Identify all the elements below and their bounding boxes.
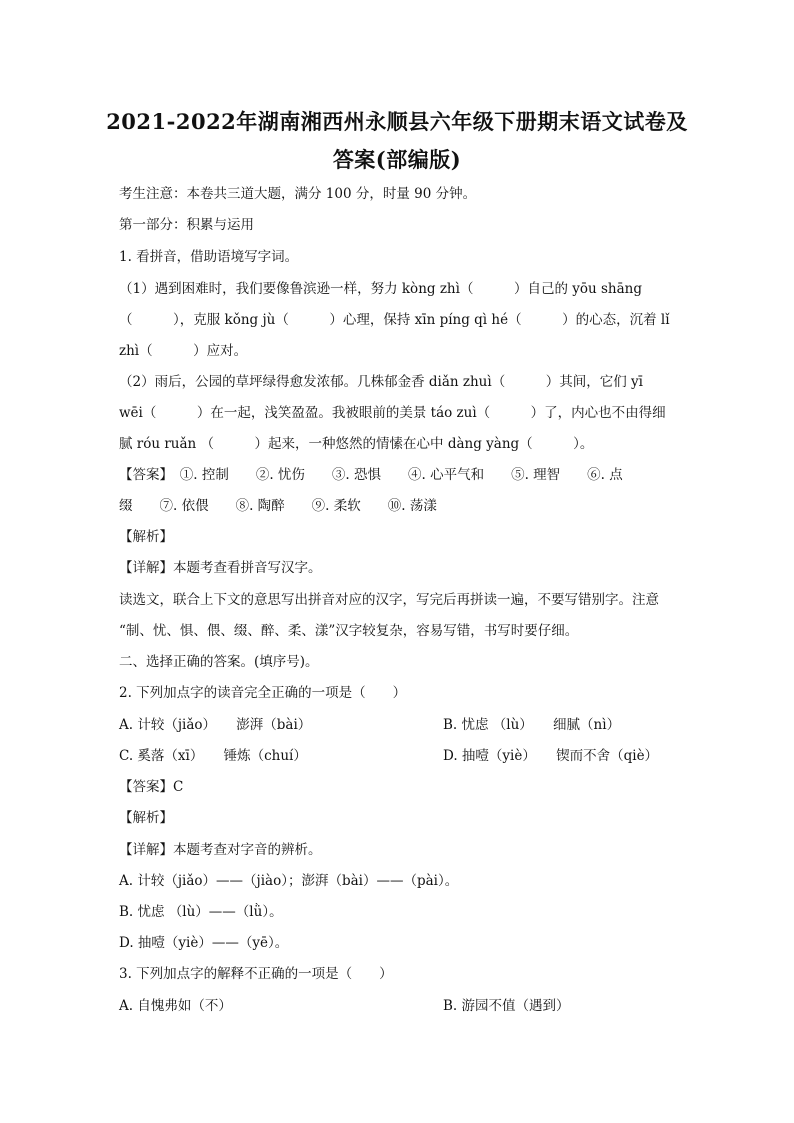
question-2: 2. 下列加点字的读音完全正确的一项是（ ） <box>119 685 407 701</box>
q2-option-d: D. 抽噎（yiè） 锲而不舍（qiè） <box>443 748 659 764</box>
q1-paragraph1-line3: zhì（ ）应对。 <box>119 343 248 359</box>
q1-note-line2: “制、忧、惧、偎、缀、醉、柔、漾”汉字较复杂，容易写错，书写时要仔细。 <box>119 623 579 639</box>
q2-analysis-heading: 【解析】 <box>119 810 173 826</box>
section-two-heading: 二、选择正确的答案。(填序号)。 <box>119 654 319 670</box>
q1-paragraph2-line1: （2）雨后，公园的草坪绿得愈发浓郁。几株郁金香 diǎn zhuì（ ）其间，它们 yī <box>119 374 643 390</box>
q2-option-b: B. 忧虑 （lù） 细腻（nì） <box>443 717 621 733</box>
q1-answer-line1: 【答案】 ①. 控制 ②. 忧伤 ③. 恐惧 ④. 心平气和 ⑤. 理智 ⑥. 点 <box>119 467 623 483</box>
exam-notice: 考生注意：本卷共三道大题，满分 100 分，时量 90 分钟。 <box>119 186 477 202</box>
q2-detail: 【详解】本题考查对字音的辨析。 <box>119 842 322 858</box>
part-one-heading: 第一部分：积累与运用 <box>119 217 254 233</box>
q1-paragraph2-line2: wēi（ ）在一起，浅笑盈盈。我被眼前的美景 táo zuì（ ）了，内心也不由得细 <box>119 405 666 421</box>
q1-paragraph1-line2: （ ），克服 kǒng jù（ ）心理，保持 xīn píng qì hé（ ）的心态，沉着 lǐ <box>119 312 670 328</box>
q1-detail: 【详解】本题考查看拼音写汉字。 <box>119 560 322 576</box>
q1-answer-line2: 缀 ⑦. 依偎 ⑧. 陶醉 ⑨. 柔软 ⑩. 荡漾 <box>119 498 437 514</box>
q2-option-a: A. 计较（jiǎo） 澎湃（bài） <box>119 717 312 733</box>
doc-title-line2: 答案(部编版) <box>332 147 462 172</box>
q2-explanation-d: D. 抽噎（yiè）——（yē）。 <box>119 935 289 951</box>
doc-title-line1: 2021-2022年湖南湘西州永顺县六年级下册期末语文试卷及 <box>106 109 688 134</box>
q2-answer: 【答案】C <box>119 779 184 795</box>
q2-explanation-a: A. 计较（jiǎo）——（jiào）；澎湃（bài）——（pài）。 <box>119 873 459 889</box>
q3-option-a: A. 自愧弗如（不） <box>119 998 232 1014</box>
question-1: 1. 看拼音，借助语境写字词。 <box>119 249 299 265</box>
q1-paragraph2-line3: 腻 róu ruǎn （ ）起来，一种悠然的情愫在心中 dàng yàng（ ）。 <box>119 436 594 452</box>
q2-option-c: C. 奚落（xī） 锤炼（chuí） <box>119 748 307 764</box>
q1-paragraph1-line1: （1）遇到困难时，我们要像鲁滨逊一样，努力 kòng zhì（ ）自己的 yōu shāng <box>119 281 642 297</box>
q1-analysis-heading: 【解析】 <box>119 529 173 545</box>
q3-option-b: B. 游园不值（遇到） <box>443 998 570 1014</box>
q2-explanation-b: B. 忧虑 （lù）——（lǜ）。 <box>119 904 283 920</box>
question-3: 3. 下列加点字的解释不正确的一项是（ ） <box>119 966 393 982</box>
q1-note-line1: 读选文，联合上下文的意思写出拼音对应的汉字，写完后再拼读一遍，不要写错别字。注意 <box>119 592 659 608</box>
